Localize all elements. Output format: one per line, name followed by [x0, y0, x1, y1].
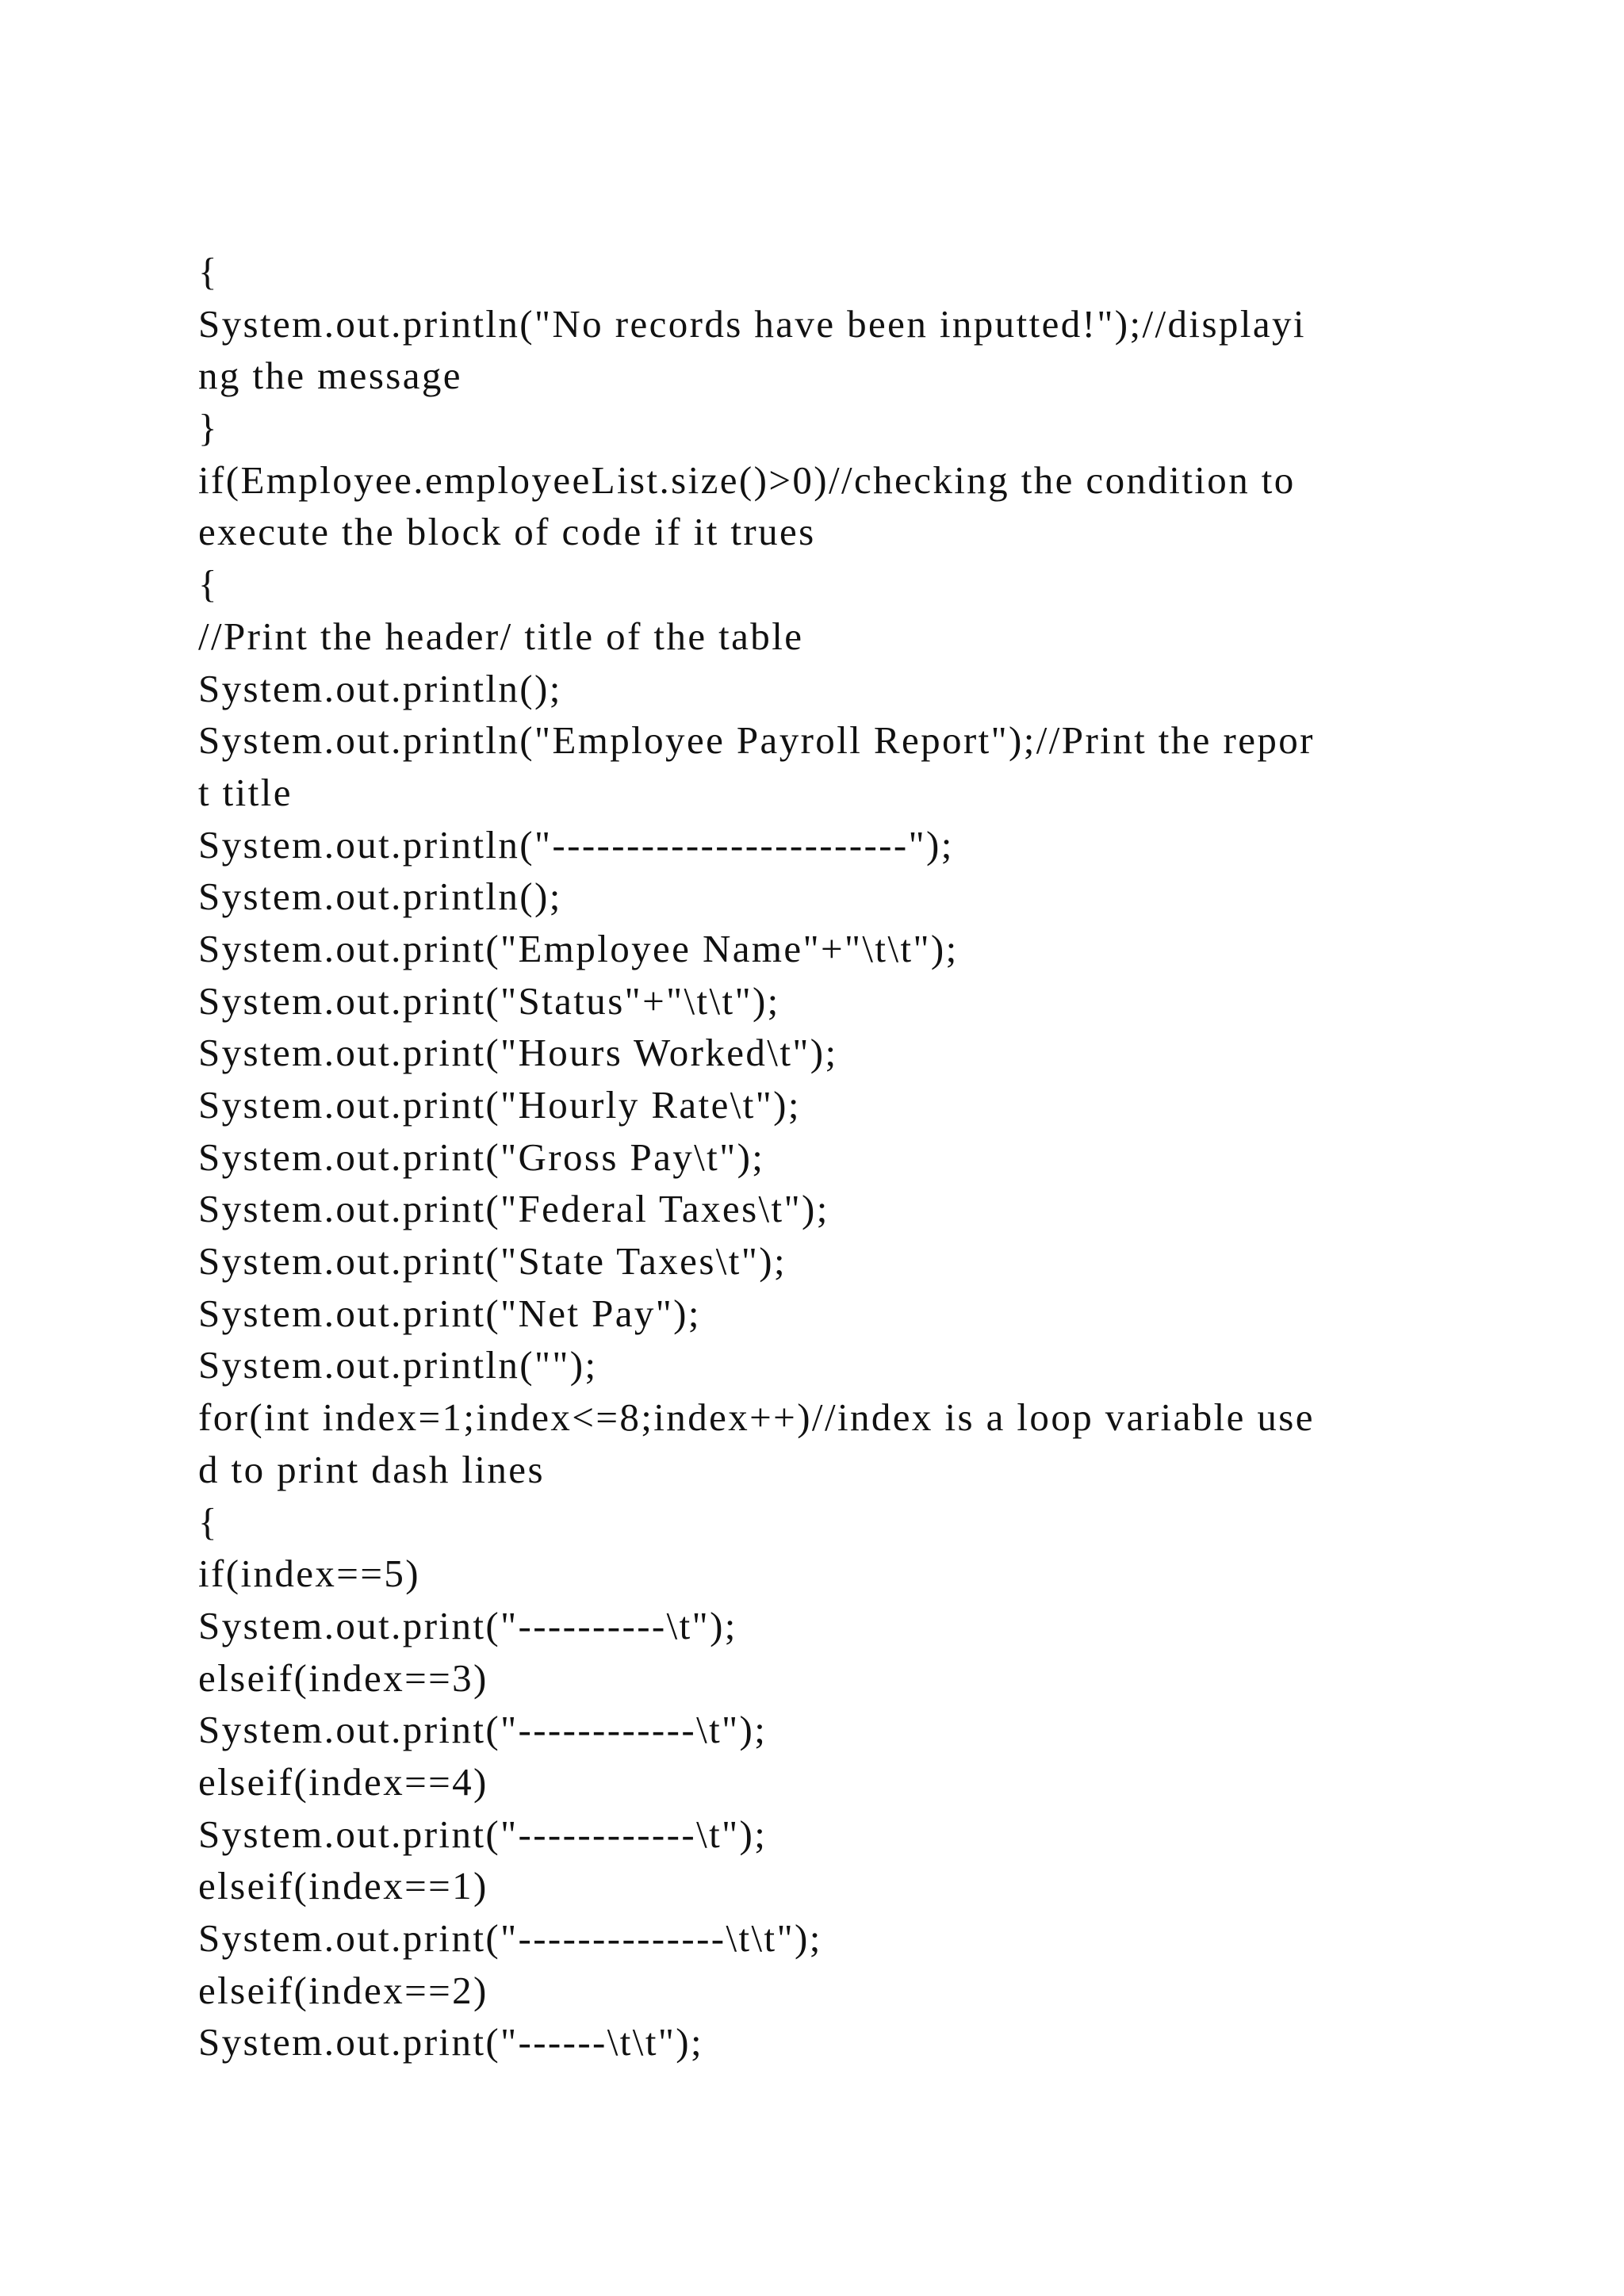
- code-line: {: [198, 250, 219, 293]
- code-line: System.out.print("Hours Worked\t");: [198, 1031, 838, 1075]
- code-line: System.out.println("");: [198, 1343, 598, 1387]
- code-text-block: [198, 246, 1435, 2068]
- code-line: elseif(index==1): [198, 1864, 488, 1908]
- code-line: {: [198, 1499, 219, 1544]
- code-line: if(Employee.employeeList.size()>0)//checking the condition to: [198, 457, 1296, 502]
- code-line: System.out.println("Employee Payroll Report");//Print the repor: [198, 718, 1315, 763]
- code-line: System.out.println("------------------------");: [198, 822, 954, 867]
- code-line: System.out.print("Net Pay");: [198, 1291, 701, 1335]
- code-line: for(int index=1;index<=8;index++)//index is a loop variable use: [198, 1395, 1315, 1440]
- code-line: System.out.println();: [198, 666, 562, 710]
- code-line: System.out.print("------------\t");: [198, 1812, 768, 1856]
- code-line: execute the block of code if it trues: [198, 510, 816, 554]
- code-line: ng the message: [198, 354, 462, 398]
- code-line: {: [198, 562, 219, 607]
- code-line: System.out.print("Status"+"\t\t");: [198, 978, 780, 1023]
- code-line: d to print dash lines: [198, 1447, 545, 1491]
- code-line: System.out.print("Federal Taxes\t");: [198, 1187, 829, 1231]
- code-line: }: [198, 406, 219, 450]
- code-line: System.out.print("------\t\t");: [198, 2020, 703, 2064]
- code-line: System.out.print("------------\t");: [198, 1708, 768, 1752]
- code-line: elseif(index==3): [198, 1655, 488, 1700]
- code-line: elseif(index==2): [198, 1968, 488, 2012]
- code-line: t title: [198, 770, 293, 814]
- code-line: System.out.print("----------\t");: [198, 1603, 737, 1647]
- code-line: elseif(index==4): [198, 1759, 488, 1804]
- code-line: System.out.print("Employee Name"+"\t\t");: [198, 926, 959, 970]
- code-line: if(index==5): [198, 1552, 420, 1596]
- code-line: System.out.print("State Taxes\t");: [198, 1239, 787, 1284]
- code-line: System.out.print("Gross Pay\t");: [198, 1135, 765, 1179]
- code-line: System.out.println();: [198, 874, 562, 919]
- code-line: //Print the header/ title of the table: [198, 614, 804, 658]
- code-line: System.out.println("No records have been inputted!");//displayi: [198, 301, 1306, 346]
- code-line: System.out.print("Hourly Rate\t");: [198, 1083, 801, 1127]
- code-line: System.out.print("--------------\t\t");: [198, 1916, 822, 1960]
